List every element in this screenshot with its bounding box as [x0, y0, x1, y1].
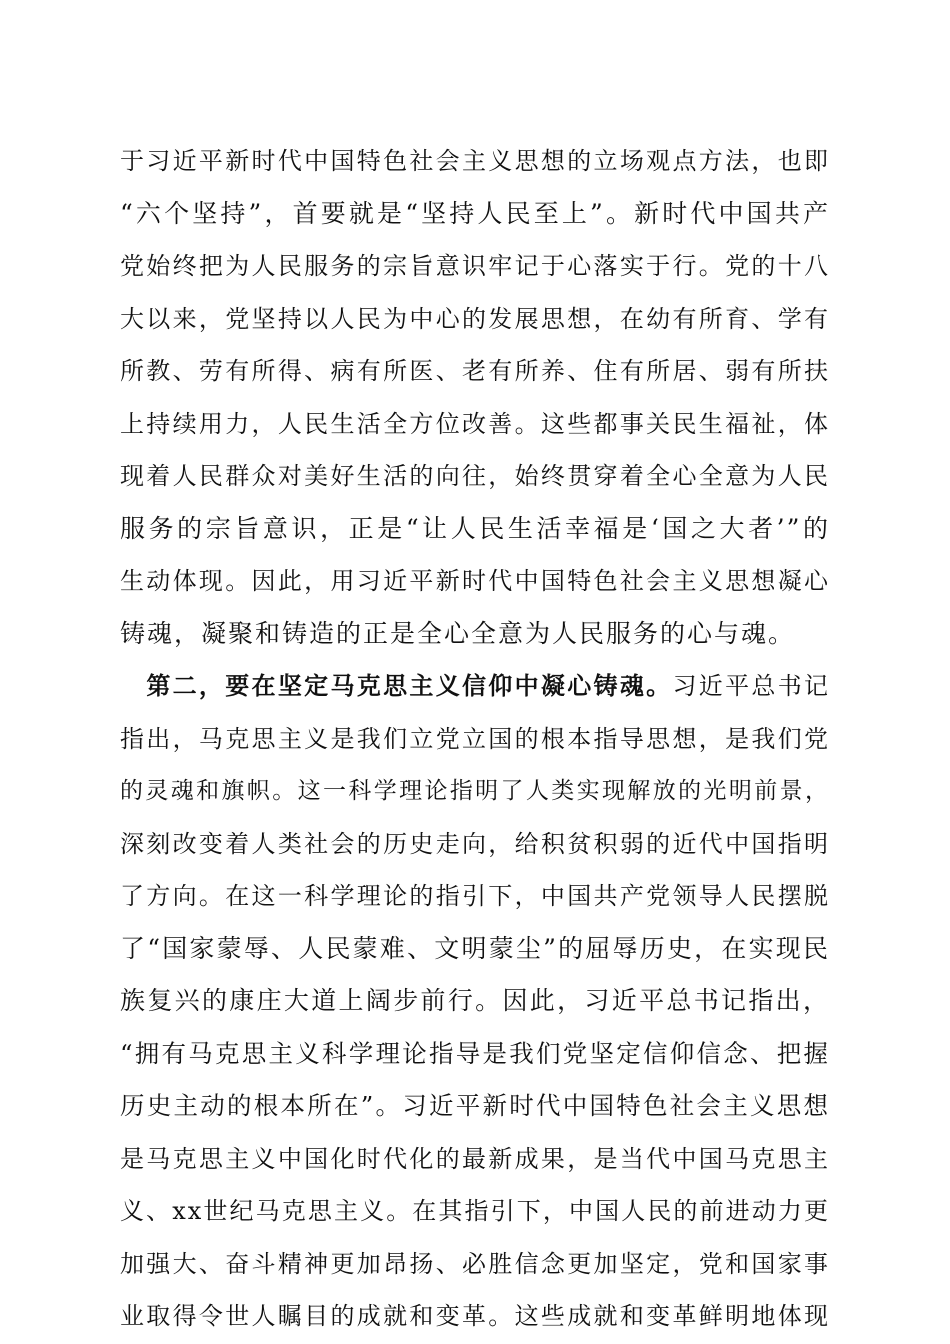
- paragraph-line: 的灵魂和旗帜。这一科学理论指明了人类实现解放的光明前景，: [120, 778, 830, 804]
- paragraph-line: 现着人民群众对美好生活的向往，始终贯穿着全心全意为人民: [120, 462, 830, 490]
- paragraph-line: 上持续用力，人民生活全方位改善。这些都事关民生福祉，体: [120, 409, 830, 438]
- paragraph-line: 服务的宗旨意识，正是“让人民生活幸福是‘国之大者’”的: [120, 513, 830, 543]
- paragraph-line: 加强大、奋斗精神更加昂扬、必胜信念更加坚定，党和国家事: [120, 1249, 830, 1278]
- paragraph-first-line: [120, 660, 830, 713]
- paragraph-line: 业取得令世人瞩目的成就和变革。这些成就和变革鲜明地体现: [120, 1302, 830, 1330]
- paragraph-line: 所教、劳有所得、病有所医、老有所养、住有所居、弱有所扶: [120, 357, 830, 385]
- paragraph-line-rest: 习近平总书记: [672, 672, 831, 700]
- paragraph-line: “拥有马克思主义科学理论指导是我们党坚定信仰信念、把握: [120, 1038, 830, 1068]
- paragraph-line: 于习近平新时代中国特色社会主义思想的立场观点方法，也即: [120, 147, 830, 175]
- paragraph-line: 是马克思主义中国化时代化的最新成果，是当代中国马克思主: [120, 1144, 830, 1173]
- paragraph-line: 指出，马克思主义是我们立党立国的根本指导思想，是我们党: [120, 724, 830, 753]
- paragraph-line: 族复兴的康庄大道上阔步前行。因此，习近平总书记指出，: [120, 986, 830, 1015]
- paragraph-line: “六个坚持”，首要就是“坚持人民至上”。新时代中国共产: [120, 198, 830, 228]
- paragraph-lead-heading: 第二，要在坚定马克思主义信仰中凝心铸魂。: [146, 671, 673, 700]
- body-text: [120, 135, 830, 1343]
- paragraph-2: [120, 660, 830, 1343]
- paragraph-line: 铸魂，凝聚和铸造的正是全心全意为人民服务的心与魂。: [120, 618, 796, 648]
- paragraph-1: [120, 135, 830, 660]
- paragraph-line: 了方向。在这一科学理论的指引下，中国共产党领导人民摆脱: [120, 882, 830, 910]
- paragraph-line: 历史主动的根本所在”。习近平新时代中国特色社会主义思想: [120, 1091, 830, 1120]
- paragraph-line: 党始终把为人民服务的宗旨意识牢记于心落实于行。党的十八: [120, 252, 830, 280]
- paragraph-line: 义、xx世纪马克思主义。在其指引下，中国人民的前进动力更: [120, 1197, 830, 1225]
- paragraph-line: 大以来，党坚持以人民为中心的发展思想，在幼有所育、学有: [120, 304, 830, 333]
- paragraph-line: 生动体现。因此，用习近平新时代中国特色社会主义思想凝心: [120, 567, 830, 595]
- paragraph-line: 深刻改变着人类社会的历史走向，给积贫积弱的近代中国指明: [120, 829, 830, 858]
- paragraph-line: 了“国家蒙辱、人民蒙难、文明蒙尘”的屈辱历史，在实现民: [120, 933, 830, 963]
